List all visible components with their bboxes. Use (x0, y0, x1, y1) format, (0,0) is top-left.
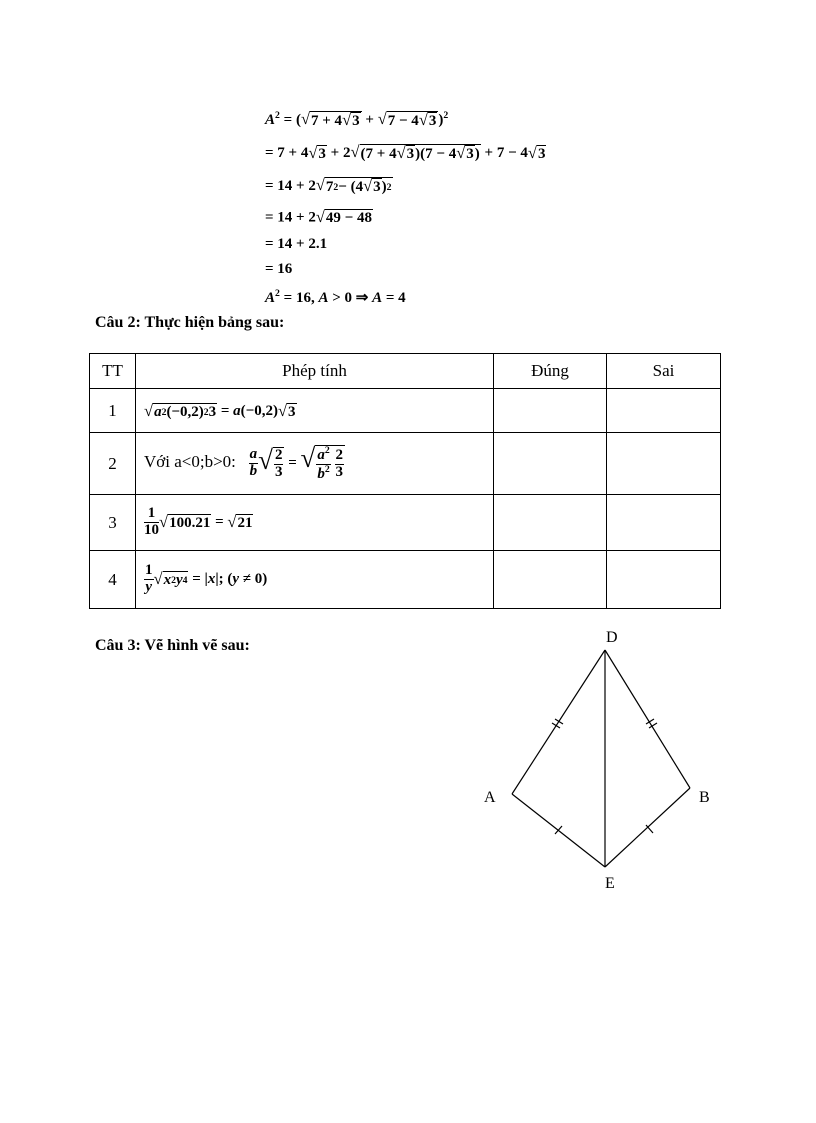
header-false: Sai (607, 354, 721, 389)
false-cell[interactable] (607, 433, 721, 495)
row-number: 4 (90, 551, 136, 609)
label-B: B (699, 789, 710, 806)
row-number: 3 (90, 495, 136, 551)
question-2-title: Câu 2: Thực hiện bảng sau: (95, 314, 285, 331)
true-cell[interactable] (494, 433, 607, 495)
header-true: Đúng (494, 354, 607, 389)
equation-line-3: = 14 + 2 √ 7 2 − (4 √ 3 ) 2 (265, 175, 392, 195)
tick-mark (552, 723, 560, 728)
table-row (90, 433, 721, 495)
equation-line-6: = 16 (265, 261, 293, 277)
true-cell[interactable] (494, 551, 607, 609)
table-row (90, 389, 721, 433)
row-number: 2 (90, 433, 136, 495)
segment-DB (605, 650, 690, 788)
equation-line-7: $A^2 = 16$, A > 0 ⇒ A = 4 (265, 288, 406, 306)
equation-line-4: = 14 + 2 √ 49 − 48 (265, 207, 372, 226)
segment-DA (512, 650, 605, 794)
header-operation: Phép tính (136, 354, 494, 389)
false-cell[interactable] (607, 551, 721, 609)
kite-figure (470, 620, 730, 900)
condition-text: Với a<0;b>0: (144, 451, 236, 471)
table-header-row (90, 354, 721, 389)
truth-table (89, 353, 721, 609)
equation-line-1: $A^2$ = ( √ 7 + 4 √ 3 + √ 7 − 4 √ 3 )$^2$ (265, 109, 449, 130)
row-number: 1 (90, 389, 136, 433)
label-E: E (605, 875, 615, 892)
true-cell[interactable] (494, 495, 607, 551)
table-row (90, 551, 721, 609)
true-cell[interactable] (494, 389, 607, 433)
label-D: D (606, 629, 618, 646)
equation-line-2: = 7 + 4 √ 3 + 2 √ (7 + 4 √ 3 )(7 − 4 √ 3 ) + 7 − 4 √ 3 (265, 142, 546, 162)
header-tt: TT (90, 354, 136, 389)
false-cell[interactable] (607, 495, 721, 551)
equation-line-5: = 14 + 2.1 (265, 236, 328, 252)
row-formula: $\frac{1}{y}$ √ x 2 y 4 = |x|; (y ≠ 0) (136, 551, 494, 609)
table-row (90, 495, 721, 551)
row-formula: √ a 2 (−0,2) 2 3 = a(−0,2) √ 3 (136, 389, 494, 433)
tick-mark (555, 719, 563, 724)
false-cell[interactable] (607, 389, 721, 433)
row-formula: Với a<0;b>0: $\frac{a}{b}$ √ $\frac{2}{3}$ = √ $\frac{a^2}{b^2}$ $\frac{2}{3}$ (136, 433, 494, 495)
question-3-title: Câu 3: Vẽ hình vẽ sau: (95, 637, 250, 654)
row-formula: $\frac{1}{10}$ √ 100.21 = √ 21 (136, 495, 494, 551)
label-A: A (484, 789, 496, 806)
